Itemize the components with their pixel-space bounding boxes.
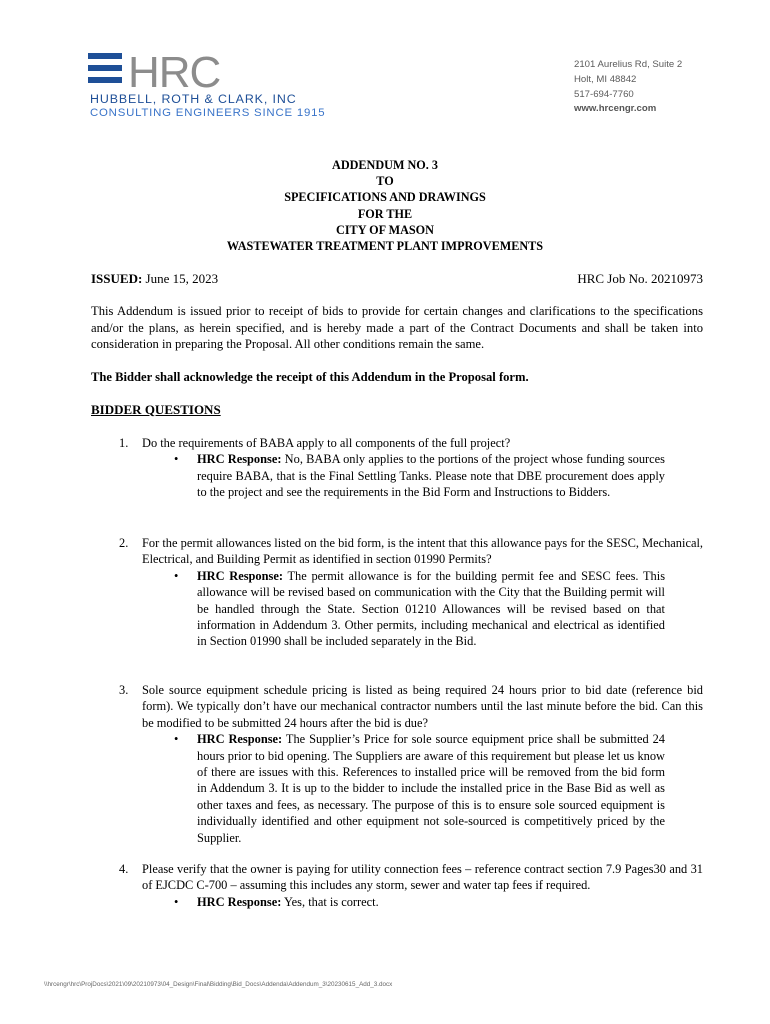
title-line: ADDENDUM NO. 3	[332, 158, 438, 172]
job-number: HRC Job No. 20210973	[577, 271, 703, 286]
response-text: Yes, that is correct.	[283, 894, 379, 909]
title-line: SPECIFICATIONS AND DRAWINGS	[284, 190, 486, 205]
title-line: CITY OF MASON	[336, 222, 434, 237]
question-text: Please verify that the owner is paying for utility connection fees – reference contract section 7.9 Pages30 and 31 of EJCDC C-700 – assuming this includes any storm, sewer and water tap fees if required.	[142, 862, 703, 893]
bullet-icon: •	[174, 732, 179, 747]
question-text: For the permit allowances listed on the bid form, is the intent that this allowance pays for the SESC, Mechanical, Electrical, and Building Permit as identified in section 01990 Permits?	[142, 536, 703, 567]
question-item	[91, 861, 703, 910]
intro-paragraph: This Addendum is issued prior to receipt of bids to provide for certain changes and clarifications to the specifications and/or the plans, as herein specified, and is hereby made a part of the Contract Documents and shall be taken into consideration in preparing the Proposal. All other conditions remain the same.	[91, 304, 703, 352]
bullet-icon: •	[174, 894, 179, 909]
title-line: WASTEWATER TREATMENT PLANT IMPROVEMENTS	[226, 239, 544, 254]
acknowledgement-notice: The Bidder shall acknowledge the receipt of this Addendum in the Proposal form.	[91, 370, 529, 384]
response-label: HRC Response:	[197, 894, 282, 909]
hrc-response	[174, 894, 665, 910]
document-title	[0, 157, 770, 254]
response-label: HRC Response:	[197, 732, 283, 747]
section-heading-bidder-questions: BIDDER QUESTIONS	[91, 402, 221, 417]
hrc-response	[174, 568, 666, 650]
hrc-logo-mark	[88, 50, 348, 92]
question-text: Sole source equipment schedule pricing is listed as being required 24 hours prior to bid date (reference bid form). We typically don’t have our mechanical contractor numbers until the last minute before the bid. Can this be modified to be submitted 24 hours after the bid is due?	[142, 683, 703, 730]
question-item	[91, 682, 703, 846]
title-line: TO	[376, 174, 394, 189]
address-city: Holt, MI 48842	[574, 73, 637, 85]
question-number: 1.	[119, 436, 129, 450]
response-text: The Supplier’s Price for sole source equipment price shall be submitted 24 hours prior to bid opening. The Suppliers are aware of this requirement but please let us know of there are issues with this. References to installed price will be removed from the bid form in Addendum 3. It is up to the bidder to include the installed price in the Base Bid as well as other taxes and fees, as necessary. The purpose of this is to ensure sole sourced equipment is individually identified and other equipment not sole-sourced is competitively priced by the Supplier.	[197, 732, 666, 845]
hrc-response	[174, 731, 666, 846]
question-number: 4.	[119, 862, 129, 876]
bullet-icon: •	[174, 568, 179, 583]
question-item	[91, 535, 703, 650]
bullet-icon: •	[174, 452, 179, 467]
issued-label: ISSUED:	[91, 271, 143, 286]
question-item	[91, 435, 703, 501]
address-street: 2101 Aurelius Rd, Suite 2	[574, 59, 683, 70]
title-line: FOR THE	[357, 206, 413, 221]
company-name: HUBBELL, ROTH & CLARK, INC	[90, 92, 297, 106]
response-text: The permit allowance is for the building permit fee and SESC fees. This allowance will be revised based on communication with the City that the Building permit will be handled through the State. Section 01210 Allowances will be revised based on that information in Addendum 3. Other permits, including mechanical and electrical as identified in Section 01990 shall be included separately in the Bid.	[197, 568, 666, 649]
company-website-link[interactable]: www.hrcengr.com	[574, 103, 657, 115]
address-phone: 517-694-7760	[574, 88, 634, 100]
company-logo	[88, 50, 348, 125]
footer-file-path: \\hrcengr\hrc\ProjDocs\2021\09\20210973\04_Design\Final\Bidding\Bid_Docs\Addenda\Addendum_3\20230615_Add_3.docx	[44, 981, 393, 988]
issued-date	[91, 271, 218, 287]
response-text: No, BABA only applies to the portions of the project whose funding sources require BABA, that is the Final Settling Tanks. Please note that DBE procurement does apply to the project and see the requirements in the Bid Form and Instructions to Bidders.	[197, 452, 665, 500]
response-label: HRC Response:	[197, 452, 282, 467]
company-address	[574, 58, 682, 117]
question-text: Do the requirements of BABA apply to all components of the full project?	[142, 436, 511, 450]
response-label: HRC Response:	[197, 568, 283, 583]
question-number: 2.	[119, 536, 129, 550]
issued-date-value: June 15, 2023	[145, 271, 219, 286]
logo-mark-text: HRC	[128, 50, 221, 92]
question-number: 3.	[119, 683, 129, 697]
hrc-response	[174, 451, 665, 500]
company-tagline: CONSULTING ENGINEERS SINCE 1915	[90, 107, 326, 119]
